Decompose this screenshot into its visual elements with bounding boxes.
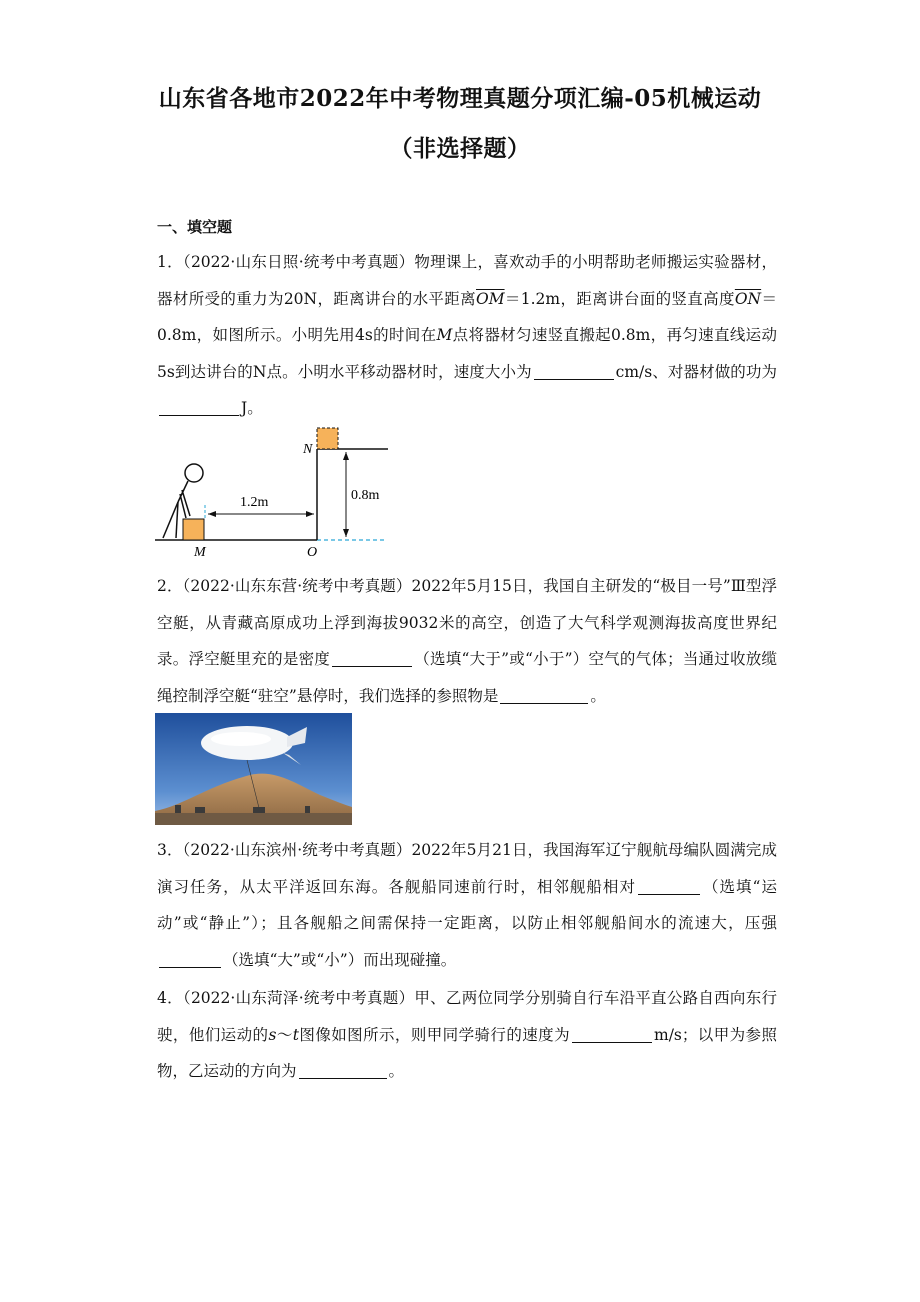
- q4-blank-1[interactable]: [572, 1024, 652, 1043]
- q1-text-6: J。: [241, 399, 263, 417]
- q3-blank-1[interactable]: [638, 876, 700, 895]
- q1-text-2: ＝1.2m，距离讲台面的竖直高度: [504, 289, 735, 308]
- q2-blank-2[interactable]: [500, 685, 588, 704]
- q1-text-4: 点将器材匀速竖直搬起0.8m，再匀速直线运动5s到达讲台的N点。小明水平移动器材时，速度大小为: [157, 326, 777, 381]
- label-horizontal-distance: 1.2m: [240, 495, 269, 510]
- q4-s-symbol: s: [268, 1025, 277, 1044]
- q3-text-2: （选填“运动”或“静止”）；且各舰船之间需保持一定距离，以防止相邻舰船间水的流速大，压强: [157, 877, 777, 932]
- figure-1-diagram: [150, 420, 400, 560]
- question-3: [157, 832, 777, 978]
- q4-text-4: 。: [388, 1062, 405, 1080]
- arrow-head-top: [343, 452, 349, 460]
- q1-on-symbol: $\overline{ON}$: [734, 289, 762, 308]
- q2-text-3: 。: [590, 686, 606, 705]
- q1-text-5: cm/s、对器材做的功为: [615, 362, 777, 381]
- q1-blank-2[interactable]: [159, 397, 239, 416]
- q4-text-2: 图像如图所示，则甲同学骑行的速度为: [298, 1025, 571, 1044]
- arrow-head-bottom: [343, 529, 349, 537]
- q4-blank-2[interactable]: [299, 1060, 387, 1079]
- q2-text-2: （选填“大于”或“小于”）空气的气体；当通过收放缆绳控制浮空艇“驻空”悬停时，我们选择的参照物是: [157, 650, 777, 705]
- q1-m-symbol: M: [436, 326, 453, 344]
- q3-text-3: （选填“大”或“小”）而出现碰撞。: [223, 950, 457, 969]
- q4-text-3: m/s；以甲为参照物，乙运动的方向为: [157, 1025, 777, 1080]
- section-heading: 一、填空题: [157, 218, 233, 236]
- q3-text-1: 3．（2022·山东滨州·统考中考真题）2022年5月21日，我国海军辽宁舰航母编队圆满完成演习任务，从太平洋返回东海。各舰船同速前行时，相邻舰船相对: [157, 841, 777, 896]
- q1-text-1: 1．（2022·山东日照·统考中考真题）物理课上，喜欢动手的小明帮助老师搬运实验器材，器材所受的重力为20N，距离讲台的水平距离: [157, 253, 777, 308]
- label-vertical-distance: 0.8m: [351, 488, 380, 503]
- q1-blank-1[interactable]: [534, 361, 614, 380]
- ground: [155, 813, 352, 825]
- question-2: [157, 568, 777, 714]
- box-at-m: [183, 519, 204, 540]
- q1-text-3: ＝0.8m，如图所示。小明先用4s的时间在: [157, 289, 777, 344]
- q4-tilde: ～: [276, 1025, 293, 1044]
- page-title: 山东省各地市2022年中考物理真题分项汇编-05机械运动: [158, 85, 762, 112]
- q1-om-symbol: $\overline{OM}$: [475, 289, 505, 308]
- label-o: O: [307, 545, 318, 560]
- question-1: [157, 244, 777, 427]
- q2-blank-1[interactable]: [332, 648, 412, 667]
- label-n: N: [303, 442, 313, 457]
- q4-t-symbol: t: [292, 1025, 299, 1044]
- page-subtitle: （非选择题）: [389, 135, 531, 162]
- q2-text-1: 2．（2022·山东东营·统考中考真题）2022年5月15日，我国自主研发的“极目一号”Ⅲ型浮空艇，从青藏高原成功上浮到海拔9032米的高空，创造了大气科学观测海拔高度世界纪录。浮空艇里充的是密度: [157, 577, 777, 668]
- q4-text-1: 4．（2022·山东菏泽·统考中考真题）甲、乙两位同学分别骑自行车沿平直公路自西向东行驶，他们运动的: [157, 989, 777, 1044]
- question-4: [157, 980, 777, 1090]
- arrow-head-left: [208, 511, 216, 517]
- q3-blank-2[interactable]: [159, 949, 221, 968]
- box-at-n: [317, 428, 338, 449]
- airship-photo: [155, 713, 352, 825]
- label-m: M: [194, 545, 206, 560]
- arrow-head-right: [306, 511, 314, 517]
